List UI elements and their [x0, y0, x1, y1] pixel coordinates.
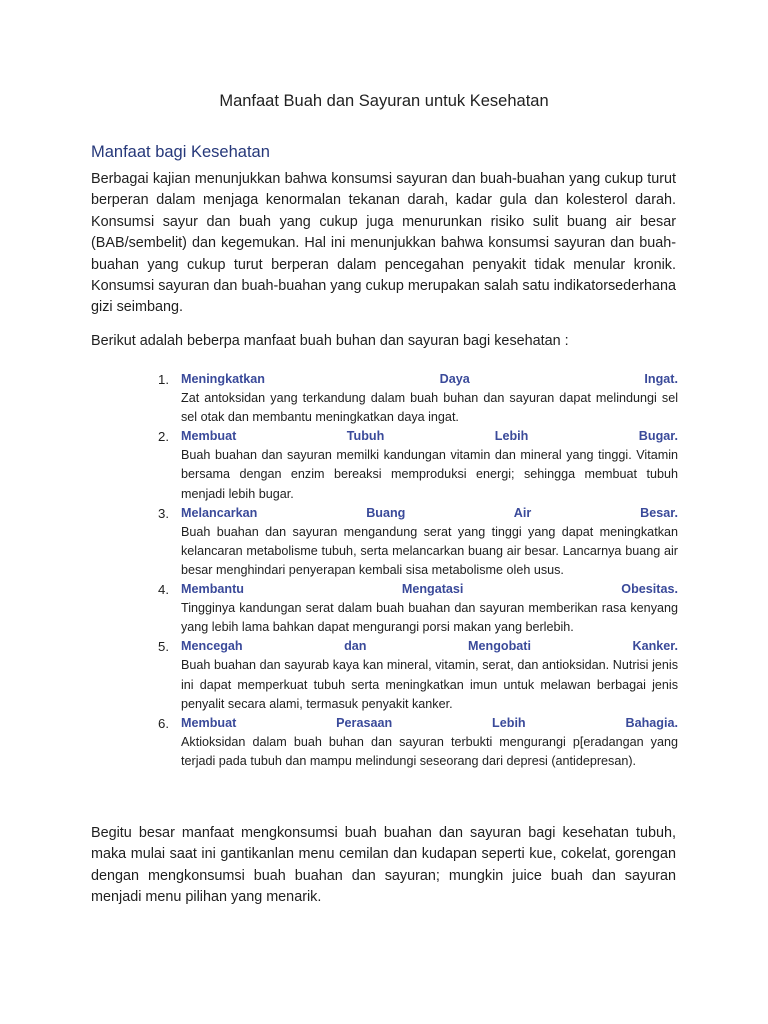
list-item-description: Buah buahan dan sayuran mengandung serat yang tinggi yang dapat meningkatkan kelancaran metabolisme tubuh, serta melancarkan buang air besar. Lancarnya buang air besar menghindari penyerapan kembali sisa metabolisme oleh usus.	[181, 524, 678, 577]
list-item	[150, 427, 678, 503]
closing-paragraph: Begitu besar manfaat mengkonsumsi buah buahan dan sayuran bagi kesehatan tubuh, maka mulai saat ini gantikanlan menu cemilan dan kudapan seperti kue, cokelat, gorengan dengan mengkonsumsi buah buahan dan sayuran; mungkin juice buah dan sayuran menjadi menu pilihan yang menarik.	[91, 825, 676, 906]
benefits-list	[150, 370, 678, 771]
list-item	[150, 504, 678, 580]
list-item	[150, 637, 678, 713]
list-item-title: Melancarkan Buang Air Besar.	[181, 505, 678, 520]
list-item-number: 5.	[158, 639, 169, 655]
list-item-title: Mencegah dan Mengobati Kanker.	[181, 639, 678, 654]
document-title: Manfaat Buah dan Sayuran untuk Kesehatan	[219, 92, 549, 110]
list-item-title: Meningkatkan Daya Ingat.	[181, 372, 678, 386]
list-item-description: Zat antoksidan yang terkandung dalam buah buhan dan sayuran dapat melindungi sel sel otak dan membantu meningkatkan daya ingat.	[181, 391, 678, 425]
list-item-title: Membantu Mengatasi Obesitas.	[181, 582, 678, 597]
list-item-description: Aktioksidan dalam buah buhan dan sayuran terbukti mengurangi p[eradangan yang terjadi pada tubuh dan mampu melindungi seseorang dari depresi (antidepresan).	[181, 734, 678, 768]
list-item-description: Buah buahan dan sayuran memilki kandungan vitamin dan mineral yang tinggi. Vitamin bersama dengan enzim bereaksi memproduksi energi; sehingga membuat tubuh menjadi lebih bugar.	[181, 448, 678, 501]
list-item-title: Membuat Tubuh Lebih Bugar.	[181, 429, 678, 444]
list-item	[150, 370, 678, 427]
list-item	[150, 580, 678, 637]
list-item-number: 2.	[158, 429, 169, 445]
list-item-number: 6.	[158, 715, 169, 731]
list-item-title: Membuat Perasaan Lebih Bahagia.	[181, 715, 678, 730]
list-item-number: 3.	[158, 505, 169, 521]
lead-paragraph: Berikut adalah beberpa manfaat buah buhan dan sayuran bagi kesehatan :	[91, 333, 569, 349]
section-heading: Manfaat bagi Kesehatan	[91, 143, 270, 161]
intro-paragraph: Berbagai kajian menunjukkan bahwa konsumsi sayuran dan buah-buahan yang cukup turut berperan dalam menjaga kenormalan tekanan darah, kadar gula dan kolesterol darah. Konsumsi sayur dan buah yang cukup juga menurunkan risiko sulit buang air besar (BAB/sembelit) dan kegemukan. Hal ini menunjukkan bahwa konsumsi sayuran dan buah-buahan yang cukup turut berperan dalam pencegahan penyakit tidak menular kronik. Konsumsi sayuran dan buah-buahan yang cukup merupakan salah satu indikatorsederhana gizi seimbang.	[91, 171, 676, 316]
list-item-number: 4.	[158, 582, 169, 598]
list-item	[150, 714, 678, 771]
list-item-number: 1.	[158, 372, 169, 387]
list-item-description: Tingginya kandungan serat dalam buah buahan dan sayuran memberikan rasa kenyang yang lebih lama bahkan dapat mengurangi porsi makan yang berlebih.	[181, 601, 678, 635]
list-item-description: Buah buahan dan sayurab kaya kan mineral, vitamin, serat, dan antioksidan. Nutrisi jenis ini dapat memperkuat tubuh serta meningkatkan imun untuk melawan berbagai jenis penyalit secara alami, termasuk penyakit kanker.	[181, 658, 678, 711]
